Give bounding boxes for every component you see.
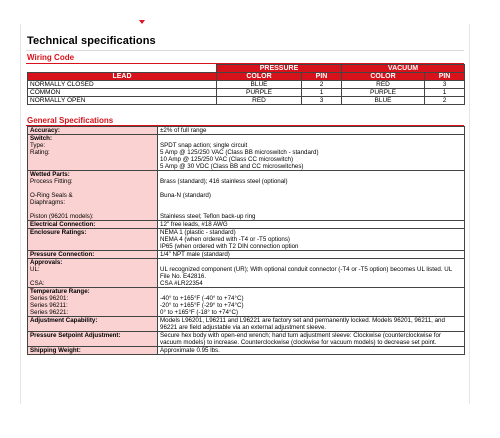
vacuum-pin-cell: 3 — [425, 81, 465, 89]
spec-label: Electrical Connection: — [30, 221, 96, 228]
lead-cell: COMMON — [28, 89, 217, 97]
pressure-color-cell: RED — [217, 97, 302, 105]
spec-value: ±2% of full range — [160, 127, 207, 134]
spec-label: Wetted Parts: — [30, 171, 70, 178]
spec-value: IP65 (when ordered with T2 DIN connection option — [160, 243, 299, 250]
spec-label: Temperature Range: — [30, 288, 90, 295]
spec-label: Accuracy: — [30, 127, 60, 134]
spec-label: Shipping Weight: — [30, 347, 81, 354]
lead-column-header: LEAD — [28, 73, 217, 81]
general-specifications-table — [27, 126, 465, 355]
spec-sublabel: CSA: — [30, 280, 45, 287]
spec-row-pressure-setpoint-adjustment — [28, 332, 465, 347]
spec-label: Adjustment Capability: — [30, 317, 98, 324]
vacuum-color-cell: RED — [342, 81, 425, 89]
spec-label: Pressure Connection: — [30, 251, 95, 258]
pressure-group-header: PRESSURE — [217, 65, 342, 73]
pressure-color-cell: PURPLE — [217, 89, 302, 97]
spec-sublabel: Rating: — [30, 149, 50, 156]
spec-row-pressure-connection — [28, 251, 465, 259]
general-specifications-heading: General Specifications — [27, 116, 114, 125]
spec-row-wetted-parts — [28, 171, 465, 221]
spec-row-approvals — [28, 259, 465, 288]
spec-value: Buna-N (standard) — [160, 192, 211, 199]
spec-sublabel: Process Fitting: — [30, 178, 73, 185]
vacuum-pin-cell: 1 — [425, 89, 465, 97]
spec-value: NEMA 1 (plastic - standard) — [160, 229, 236, 236]
spec-value: Stainless steel; Teflon back-up ring — [160, 213, 256, 220]
spec-sublabel: O-Ring Seals & — [30, 192, 73, 199]
spec-value: Approximate 0.95 lbs. — [160, 347, 220, 354]
spec-row-enclosure-ratings — [28, 229, 465, 251]
table-row — [28, 81, 465, 89]
spec-row-temperature-range — [28, 288, 465, 317]
table-row — [28, 89, 465, 97]
spec-sublabel: Series 96221: — [30, 309, 69, 316]
spec-sublabel: Series 96201: — [30, 295, 69, 302]
spec-row-electrical-connection — [28, 221, 465, 229]
vacuum-color-cell: PURPLE — [342, 89, 425, 97]
spec-value: 1/4" NPT male (standard) — [160, 251, 230, 258]
spec-sublabel: Type: — [30, 142, 46, 149]
spec-label: Switch: — [30, 135, 53, 142]
tab-indicator-marker — [139, 20, 145, 24]
blank-header-cell — [28, 65, 217, 73]
vacuum-pin-cell: 2 — [425, 97, 465, 105]
spec-label: Approvals: — [30, 259, 63, 266]
spec-row-shipping-weight — [28, 347, 465, 355]
spec-label: Enclosure Ratings: — [30, 229, 87, 236]
spec-row-accuracy — [28, 127, 465, 135]
spec-value: NEMA 4 (when ordered with -T4 or -T5 options) — [160, 236, 290, 243]
wiring-code-heading: Wiring Code — [27, 53, 75, 62]
pressure-pin-cell: 1 — [302, 89, 342, 97]
spec-value: Secure hex body with open-end wrench; hand turn adjustment sleeve: Clockwise (counterclockwise for vacuum models) to increase. Counterclockwise (clockwise for vacuum models) to decrease set point. — [160, 332, 441, 346]
spec-value: -40° to +165°F (-40° to +74°C) — [160, 295, 244, 302]
pressure-pin-header: PIN — [302, 73, 342, 81]
lead-cell: NORMALLY OPEN — [28, 97, 217, 105]
spec-label: Pressure Setpoint Adjustment: — [30, 332, 121, 339]
table-row — [28, 97, 465, 105]
spec-row-adjustment-capability — [28, 317, 465, 332]
lead-cell: NORMALLY CLOSED — [28, 81, 217, 89]
spec-value: Brass (standard); 416 stainless steel (optional) — [160, 178, 288, 185]
spec-sublabel: Diaphragms: — [30, 199, 66, 206]
wiring-code-table — [27, 64, 465, 105]
spec-value: SPDT snap action; single circuit — [160, 142, 248, 149]
spec-value: Models L96201, L96211 and L96221 are factory set and permanently locked. Models 96201, 96211, and 96221 are field adjustable via an external adjustment sleeve. — [160, 317, 445, 331]
vacuum-pin-header: PIN — [425, 73, 465, 81]
spec-sublabel: Series 96211: — [30, 302, 68, 309]
spec-value: 0° to +165°F (-18° to +74°C) — [160, 309, 238, 316]
spec-value: 10 Amp @ 125/250 VAC (Class CC microswitch) — [160, 156, 294, 163]
pressure-color-cell: BLUE — [217, 81, 302, 89]
page-title: Technical specifications — [27, 35, 156, 47]
spec-value: UL recognized component (UR); With optional conduit connector (-T4 or -T5 option) becomes UL listed. UL File No. E42816. — [160, 266, 452, 280]
vacuum-group-header: VACUUM — [342, 65, 465, 73]
vacuum-color-cell: BLUE — [342, 97, 425, 105]
spec-row-switch — [28, 135, 465, 171]
spec-value: 12" free leads, #18 AWG — [160, 221, 228, 228]
title-divider — [26, 50, 464, 51]
spec-value: -20° to +165°F (-29° to +74°C) — [160, 302, 244, 309]
pressure-color-header: COLOR — [217, 73, 302, 81]
spec-value: CSA #LR22354 — [160, 280, 203, 287]
spec-value: 5 Amp @ 125/250 VAC (Class BB microswitch - standard) — [160, 149, 319, 156]
vacuum-color-header: COLOR — [342, 73, 425, 81]
spec-value: 5 Amp @ 30 VDC (Class BB and CC microswitches) — [160, 163, 304, 170]
spec-sublabel: Piston (96201 models): — [30, 213, 94, 220]
spec-sublabel: UL: — [30, 266, 40, 273]
pressure-pin-cell: 3 — [302, 97, 342, 105]
pressure-pin-cell: 2 — [302, 81, 342, 89]
